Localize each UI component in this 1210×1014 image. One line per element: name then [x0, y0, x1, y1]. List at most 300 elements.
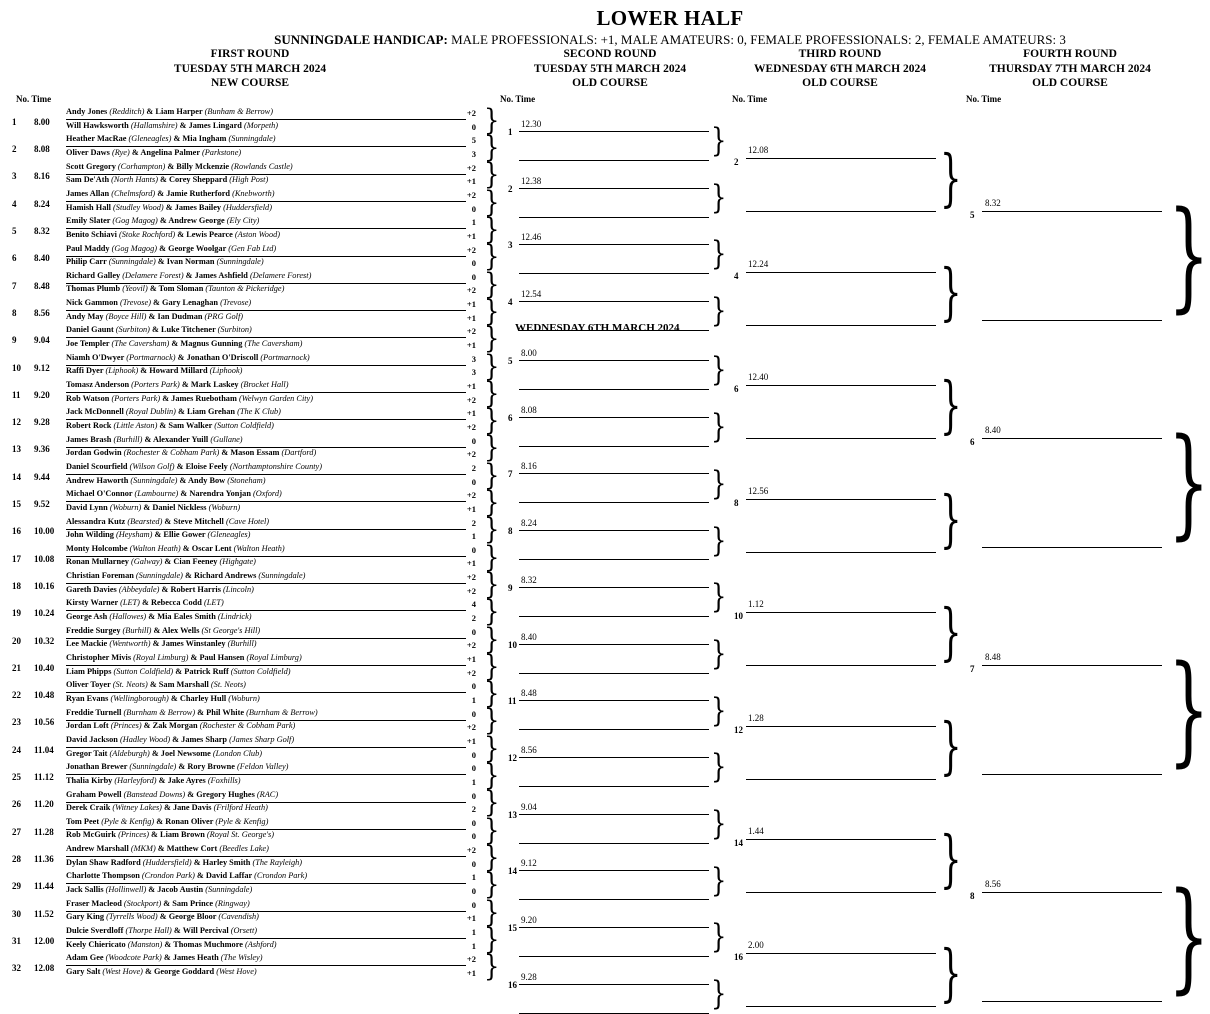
round-date: TUESDAY 5TH MARCH 2024 [173, 62, 327, 75]
match-number: 2 [508, 183, 513, 194]
club-name: (North Hants) [111, 175, 158, 185]
club-name: (LET) [120, 598, 140, 608]
handicap: +2 [466, 722, 476, 733]
player-name: & Angelina Palmer [129, 147, 202, 157]
handicap: 3 [471, 353, 476, 364]
bracket-brace: } [711, 576, 727, 616]
player-name: James Allan [66, 188, 112, 198]
round-course: NEW COURSE [210, 77, 290, 89]
slot-line [746, 325, 936, 326]
player-name: Richard Galley [66, 270, 123, 280]
player-name: Andy May [66, 311, 106, 321]
pairing-row [66, 871, 307, 881]
slot-line [519, 843, 709, 844]
player-name: Oliver Toyer [66, 680, 113, 690]
pairing-row [66, 858, 302, 868]
club-name: (Gullane) [210, 434, 243, 444]
handicap: +1 [466, 299, 476, 310]
pairing-row [66, 680, 246, 690]
bracket-brace: } [484, 157, 500, 192]
player-name: David Lynn [66, 502, 110, 512]
club-name: (Surbiton) [217, 325, 252, 335]
handicap: 0 [471, 817, 476, 828]
tee-time: 8.16 [34, 171, 50, 182]
player-name: & Liam Harper [144, 107, 205, 116]
bracket-brace: } [711, 519, 727, 559]
match-number: 4 [12, 198, 17, 209]
club-name: (Yeovil) [122, 284, 148, 294]
pairing-row [66, 708, 318, 718]
player-name: Thalia Kirby [66, 775, 115, 785]
tee-time: 8.16 [521, 461, 537, 472]
bracket-brace: } [940, 596, 962, 669]
bracket-brace: } [484, 730, 500, 765]
club-name: (Parkstone) [201, 147, 242, 157]
round-course: OLD COURSE [1032, 77, 1108, 89]
club-name: (Princes) [110, 721, 142, 731]
handicap: 2 [471, 517, 476, 528]
player-name: Philip Carr [66, 257, 109, 267]
tee-time: 8.32 [985, 198, 1001, 208]
bracket-brace: } [484, 102, 500, 137]
pairing-row [66, 544, 285, 554]
slot-line [982, 665, 1162, 666]
club-name: (London Club) [212, 748, 262, 758]
match-number: 3 [508, 240, 513, 250]
club-name: (The Caversham) [111, 339, 170, 349]
match-number: 5 [12, 226, 17, 237]
club-name: (Stoke Rochford) [119, 229, 176, 239]
club-name: (Witney Lakes) [112, 803, 162, 813]
handicap: 0 [471, 121, 476, 132]
pairing-row [66, 626, 260, 636]
bracket-brace: } [711, 406, 727, 446]
club-name: (Sutton Coldfield) [214, 420, 274, 430]
player-name: & Jacob Austin [146, 885, 206, 895]
player-name: & Jake Ayres [156, 775, 208, 785]
player-name: & Matthew Cort [155, 844, 220, 854]
player-name: Fraser Macleod [66, 898, 124, 908]
club-name: (Liphook) [209, 366, 243, 376]
pairing-row [66, 175, 268, 185]
pairing-row [66, 134, 276, 144]
slot-line [519, 502, 709, 503]
player-name: & Liam Brown [148, 830, 207, 840]
player-name: Oliver Daws [66, 147, 112, 157]
handicap-subtitle [0, 32, 1200, 48]
club-name: (Hollinwell) [105, 885, 147, 895]
match-number: 19 [12, 608, 21, 619]
tee-time: 11.36 [34, 853, 54, 864]
pairing-row [66, 298, 251, 308]
match-number: 5 [508, 356, 513, 366]
tee-time: 12.24 [748, 258, 769, 269]
pairing-row [66, 407, 281, 417]
player-name: & George Goddard [142, 966, 217, 976]
club-name: (Royal St. George's) [206, 830, 275, 840]
pairing-row [66, 448, 316, 458]
player-name: Adam Gee [66, 953, 106, 963]
handicap: +2 [466, 572, 476, 583]
player-name: Christopher Mivis [66, 653, 134, 662]
club-name: (The Wisley) [220, 953, 263, 963]
match-number: 2 [734, 157, 739, 167]
match-number: 11 [508, 696, 517, 707]
tee-time: 9.28 [521, 971, 537, 982]
tee-time: 12.08 [34, 963, 55, 974]
club-name: (Dartford) [281, 448, 317, 458]
handicap: 0 [471, 886, 476, 897]
tee-time: 9.20 [521, 915, 537, 925]
club-name: (Knebworth) [232, 188, 275, 198]
bracket-brace: } [484, 266, 500, 301]
club-name: (Rowlands Castle) [231, 161, 293, 171]
player-name: & Charley Hull [168, 693, 229, 703]
tee-time: 10.40 [34, 662, 55, 673]
handicap: 3 [471, 148, 476, 159]
club-name: (The Rayleigh) [252, 857, 303, 867]
club-name: (Feldon Valley) [237, 762, 289, 772]
match-number: 25 [12, 772, 21, 783]
slot-line [746, 385, 936, 386]
club-name: (Walton Heath) [129, 543, 181, 553]
pairing-row [66, 749, 262, 759]
bracket-brace: } [484, 321, 500, 356]
bracket-brace: } [484, 293, 500, 328]
handicap: +2 [466, 326, 476, 337]
round-course: OLD COURSE [802, 77, 878, 89]
club-name: (Sutton Coldfield) [113, 666, 174, 676]
tee-time: 8.24 [521, 518, 537, 529]
handicap: 0 [471, 476, 476, 487]
club-name: (Portmarnock) [126, 352, 176, 362]
match-number: 29 [12, 881, 21, 892]
player-name: & Rebecca Codd [139, 598, 204, 608]
handicap: 1 [471, 217, 476, 228]
tee-time: 8.24 [34, 198, 50, 209]
club-name: (Manston) [127, 939, 163, 949]
bracket-brace: } [940, 369, 962, 442]
handicap: +2 [466, 667, 476, 678]
player-name: Christian Foreman [66, 571, 136, 581]
club-name: (Frilford Heath) [213, 803, 268, 813]
tee-time: 8.00 [521, 348, 537, 358]
slot-line [746, 726, 936, 727]
round-name: FOURTH ROUND [1023, 48, 1117, 60]
pairing-row [66, 230, 280, 240]
pairing-row [66, 366, 242, 376]
tee-time: 9.52 [34, 499, 50, 510]
fourth-round-no-time-label: No. Time [966, 94, 1002, 104]
club-name: (Delamere Forest) [249, 270, 312, 280]
bracket-brace: } [484, 430, 500, 465]
club-name: (Wilson Golf) [129, 461, 175, 471]
bracket-brace: } [484, 949, 500, 984]
club-name: (West Hove) [216, 966, 257, 976]
handicap: +1 [466, 913, 476, 924]
player-name: Heather MacRae [66, 134, 129, 144]
pairing-row [66, 557, 256, 567]
second-round-no-time-label: No. Time [500, 94, 536, 104]
tee-time: 9.12 [34, 362, 50, 373]
tee-time: 8.56 [521, 744, 537, 755]
club-name: (RAC) [256, 789, 279, 799]
slot-line [519, 330, 709, 331]
match-number: 5 [970, 210, 975, 220]
second-round-header [490, 47, 730, 91]
tee-time: 10.32 [34, 635, 55, 646]
third-round-no-time-label: No. Time [732, 94, 768, 104]
bracket-brace: } [940, 936, 962, 1009]
bracket-brace: } [1168, 641, 1210, 780]
club-name: (Sunningdale) [129, 762, 177, 772]
slot-line [519, 417, 709, 418]
player-name: Tomasz Anderson [66, 380, 132, 389]
player-name: Gregor Tait [66, 748, 110, 758]
pairing-row [66, 517, 269, 527]
player-name: & David Laffar [194, 871, 255, 881]
club-name: (Princes) [118, 830, 149, 840]
player-name: & James Ruebotham [160, 393, 239, 403]
player-name: & Thomas Muchmore [162, 939, 245, 949]
club-name: (Lincoln) [223, 584, 254, 594]
club-name: (Walton Heath) [233, 543, 285, 553]
club-name: (Oxford) [253, 489, 282, 499]
match-number: 2 [12, 144, 17, 155]
handicap: 0 [471, 831, 476, 842]
handicap: 1 [471, 694, 476, 705]
slot-line [519, 188, 709, 189]
club-name: (Aston Wood) [234, 229, 280, 239]
match-number: 17 [12, 553, 21, 564]
player-name: & Joel Newsome [149, 748, 213, 758]
player-name: Freddie Turnell [66, 707, 124, 717]
slot-line [746, 499, 936, 500]
match-number: 7 [970, 664, 975, 674]
club-name: (Stoneham) [227, 475, 266, 485]
handicap: 0 [471, 763, 476, 774]
club-name: (Burhill) [113, 434, 143, 444]
club-name: (Porters Park) [131, 380, 180, 389]
player-name: & Gary Lenaghan [150, 298, 221, 308]
tee-time: 12.00 [34, 935, 55, 946]
tee-time: 8.08 [521, 404, 537, 415]
pairing-row [66, 653, 302, 663]
club-name: (Studley Wood) [113, 202, 164, 212]
pairing-row [66, 953, 263, 963]
match-number: 16 [508, 979, 517, 990]
tee-time: 8.56 [34, 307, 50, 318]
handicap: +1 [466, 654, 476, 664]
club-name: (Highgate) [219, 557, 256, 567]
pairing-row [66, 312, 243, 322]
player-name: Daniel Scourfield [66, 461, 130, 471]
match-number: 16 [734, 951, 743, 962]
club-name: (Delamere Forest) [122, 270, 184, 280]
player-name: Ryan Evans [66, 693, 111, 703]
round-course: OLD COURSE [572, 77, 648, 89]
slot-line [519, 273, 709, 274]
match-number: 32 [12, 963, 21, 974]
pairing-row [66, 339, 302, 349]
club-name: (St. Neots) [112, 680, 148, 690]
match-number: 27 [12, 826, 21, 837]
slot-line [746, 158, 936, 159]
first-round-no-time-label: No. Time [16, 94, 52, 104]
handicap: +2 [466, 189, 476, 200]
match-number: 12 [508, 752, 517, 763]
club-name: (Harleyford) [114, 775, 157, 785]
round-date: TUESDAY 5TH MARCH 2024 [533, 62, 687, 75]
player-name: & Narendra Yonjan [178, 489, 254, 499]
pairing-row [66, 667, 290, 677]
club-name: (Ringway) [215, 898, 250, 908]
tee-time: 10.48 [34, 690, 55, 701]
match-number: 26 [12, 799, 21, 810]
player-name: & Eloise Feely [174, 461, 230, 471]
player-name: Joe Templer [66, 339, 112, 349]
tee-time: 9.28 [34, 417, 50, 428]
handicap: 1 [471, 531, 476, 542]
player-name: & Richard Andrews [182, 571, 259, 581]
tee-time: 9.12 [521, 858, 537, 869]
tee-time: 9.36 [34, 444, 50, 455]
player-name: Daniel Gaunt [66, 325, 116, 335]
player-name: Hamish Hall [66, 202, 114, 212]
club-name: (Sunningdale) [216, 257, 264, 267]
bracket-brace: } [711, 746, 727, 786]
club-name: (Beedles Lake) [219, 844, 269, 854]
match-number: 10 [12, 362, 21, 373]
club-name: (Pyle & Kenfig) [101, 816, 155, 826]
pairing-row [66, 967, 257, 977]
pairing-row [66, 476, 265, 486]
handicap: 0 [471, 258, 476, 269]
tee-time: 11.04 [34, 744, 54, 755]
club-name: (Lindrick) [217, 612, 252, 622]
player-name: Monty Holcombe [66, 543, 130, 553]
player-name: Andrew Marshall [66, 844, 131, 854]
club-name: (St George's Hill) [201, 625, 261, 635]
player-name: & Sam Walker [157, 420, 215, 430]
bracket-brace: } [484, 375, 500, 410]
pairing-row [66, 721, 295, 731]
tee-time: 11.44 [34, 881, 54, 892]
slot-line [746, 272, 936, 273]
player-name: Gary Salt [66, 966, 103, 976]
club-name: (MKM) [130, 844, 156, 854]
match-number: 15 [12, 499, 21, 510]
bracket-brace: } [711, 973, 727, 1013]
tee-time: 8.40 [985, 425, 1001, 435]
player-name: & Mark Laskey [179, 380, 241, 389]
slot-line [519, 301, 709, 302]
pairing-row [66, 830, 274, 840]
player-name: & Mia Ingham [171, 134, 229, 144]
club-name: (Tyrrells Wood) [106, 912, 158, 922]
slot-line [982, 438, 1162, 439]
slot-line [746, 892, 936, 893]
player-name: Benito Schiavi [66, 229, 120, 239]
match-number: 31 [12, 935, 21, 946]
match-number: 8 [12, 307, 17, 318]
bracket-brace: } [711, 689, 727, 729]
handicap-values: MALE PROFESSIONALS: +1, MALE AMATEURS: 0, FEMALE PROFESSIONALS: 2, FEMALE AMATEURS: 3 [447, 32, 1066, 47]
player-name: & Ronan Oliver [154, 816, 216, 826]
club-name: (West Hove) [102, 966, 143, 976]
handicap: +2 [466, 394, 476, 405]
club-name: (Burhill) [122, 625, 152, 635]
pairing-row [66, 121, 278, 131]
slot-line [519, 473, 709, 474]
player-name: Derek Craik [66, 803, 113, 813]
bracket-brace: } [484, 758, 500, 793]
club-name: (Gen Fab Ltd) [228, 243, 277, 253]
tee-time: 10.08 [34, 553, 55, 564]
player-name: & James Bailey [163, 202, 224, 212]
round-name: FIRST ROUND [210, 48, 290, 60]
pairing-row [66, 353, 310, 363]
bracket-brace: } [484, 566, 500, 601]
player-name: Paul Maddy [66, 243, 112, 253]
slot-line [746, 839, 936, 840]
club-name: (Corhampton) [117, 161, 166, 171]
tee-time: 9.20 [34, 389, 50, 400]
player-name: & Corey Sheppard [157, 175, 230, 185]
handicap: 0 [471, 203, 476, 214]
match-number: 11 [12, 389, 21, 400]
club-name: (Foxhills) [207, 775, 241, 785]
handicap: 5 [471, 135, 476, 146]
handicap: 0 [471, 681, 476, 692]
pairing-row [66, 394, 313, 404]
match-number: 8 [508, 526, 513, 537]
player-name: & Jonathan O'Driscoll [175, 352, 261, 362]
pairing-row [66, 899, 250, 909]
player-name: Charlotte Thompson [66, 871, 142, 881]
club-name: (Rochester & Cobham Park) [199, 721, 296, 731]
player-name: & Harley Smith [191, 857, 253, 867]
handicap: +1 [466, 230, 476, 241]
club-name: (Royal Dublin) [125, 407, 176, 417]
player-name: Keely Chiericato [66, 939, 128, 949]
bracket-brace: } [711, 289, 727, 329]
player-name: Andrew Haworth [66, 475, 131, 485]
club-name: (Burhill) [227, 639, 257, 649]
match-number: 30 [12, 908, 21, 919]
handicap: 0 [471, 790, 476, 801]
bracket-brace: } [484, 348, 500, 383]
handicap-label: SUNNINGDALE HANDICAP: [274, 32, 448, 47]
slot-line [519, 217, 709, 218]
pairing-row [66, 912, 259, 922]
club-name: (Cavendish) [218, 912, 259, 922]
pairing-row [66, 244, 276, 254]
player-name: & Jane Davis [161, 803, 214, 813]
club-name: (Rye) [111, 147, 130, 157]
match-number: 24 [12, 744, 21, 755]
pairing-row [66, 639, 257, 649]
player-name: Sam De'Ath [66, 175, 112, 185]
tee-time: 8.48 [521, 688, 537, 699]
handicap: 2 [471, 462, 476, 473]
club-name: (Burnham & Berrow) [123, 707, 196, 717]
player-name: Jack Sallis [66, 885, 106, 895]
match-number: 4 [734, 270, 739, 281]
club-name: (Abbeydale) [118, 584, 160, 594]
tee-time: 11.20 [34, 799, 54, 810]
bracket-brace: } [940, 255, 962, 328]
